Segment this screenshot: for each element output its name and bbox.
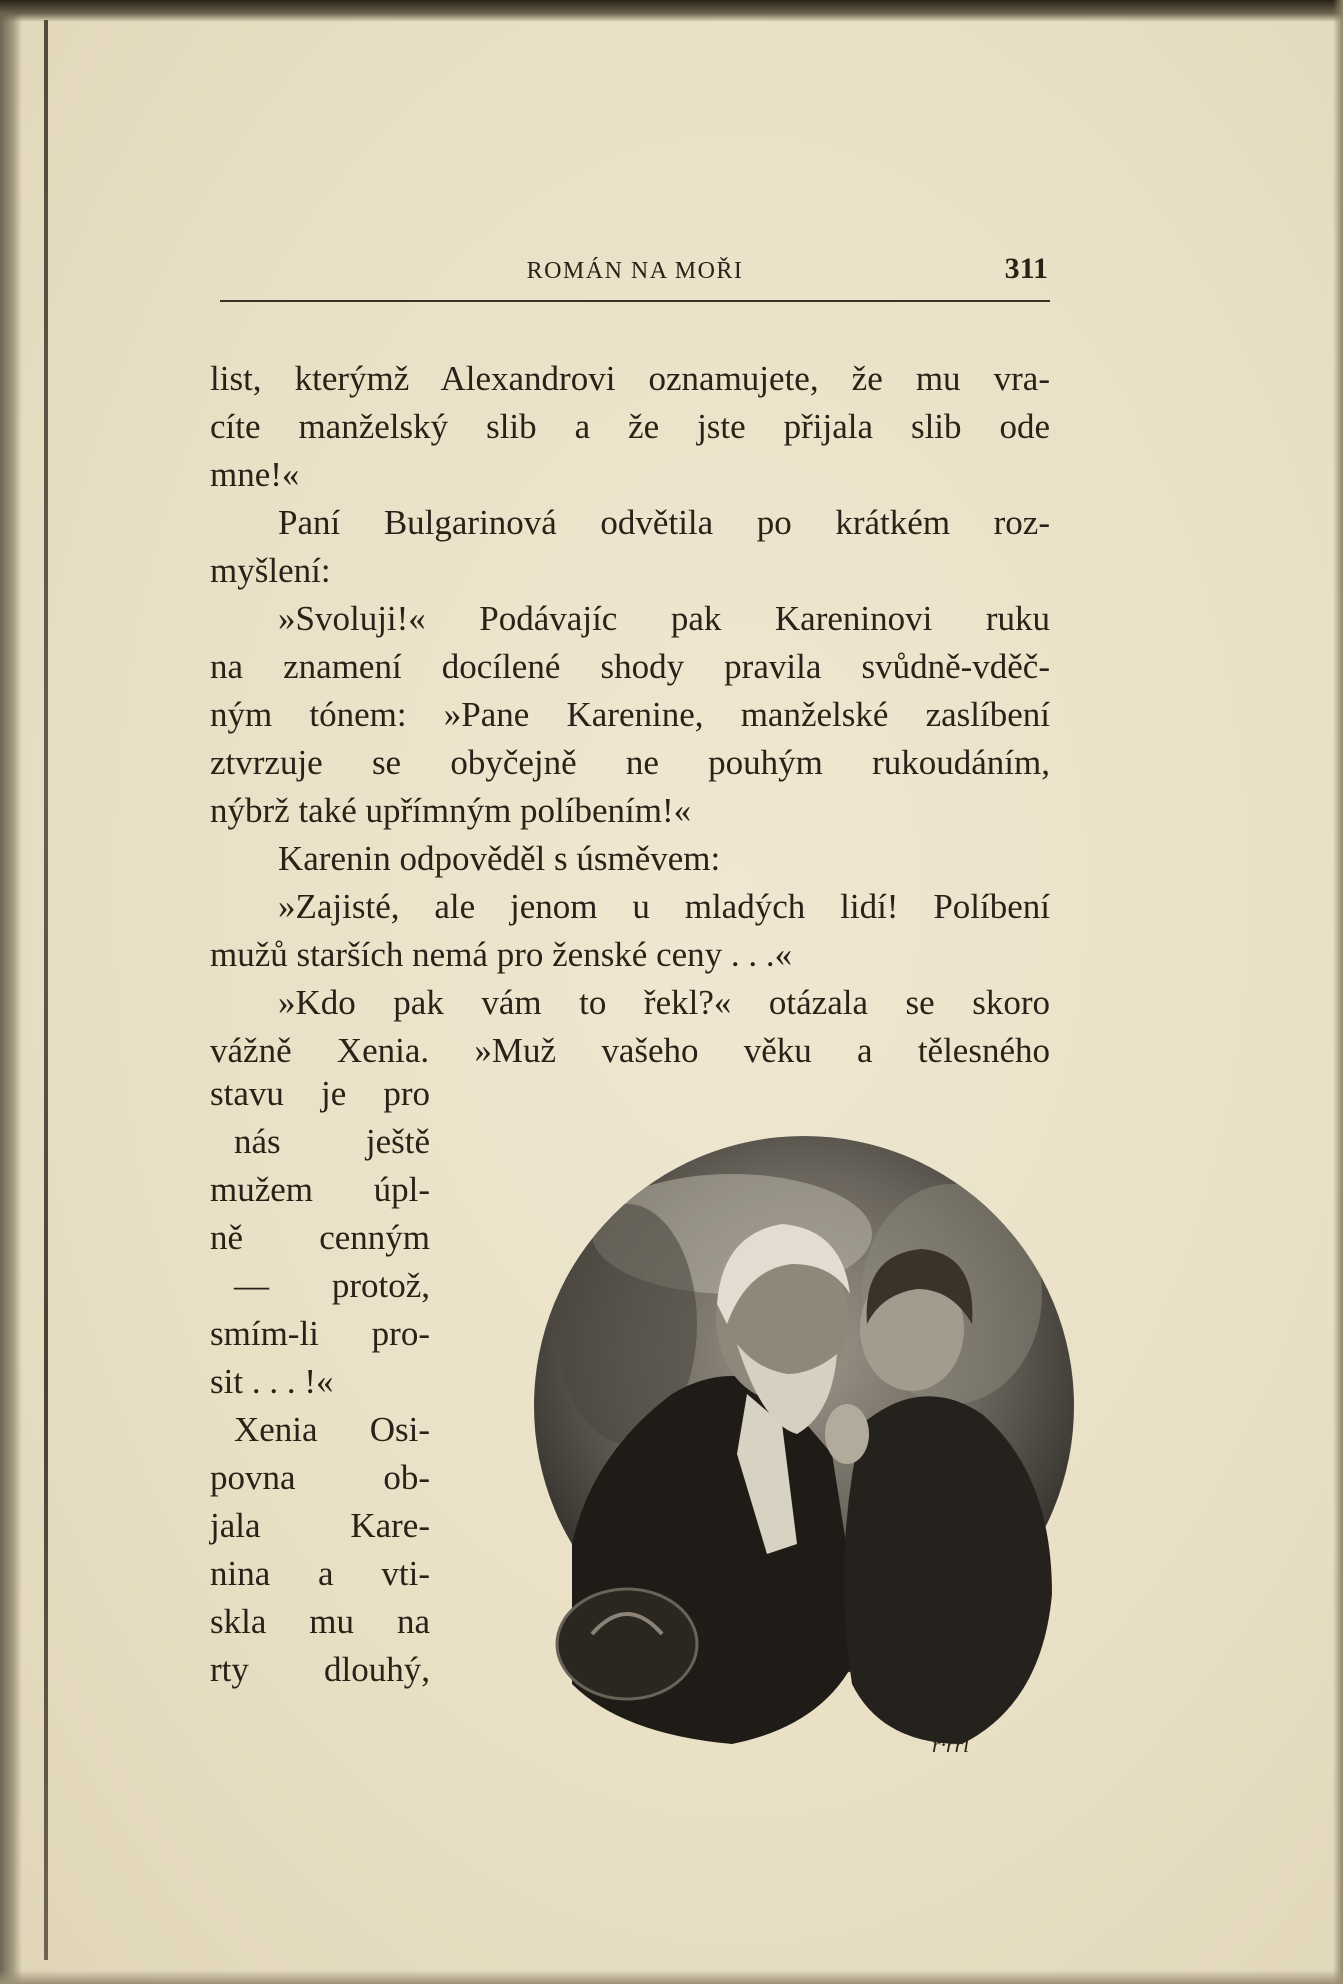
side-line: rty dlouhý, [210, 1650, 430, 1689]
side-line: jala Kare- [210, 1506, 430, 1545]
kiss-illustration [532, 1124, 1084, 1754]
running-head [220, 252, 1050, 300]
page-top-edge [0, 0, 1343, 22]
side-line: sit . . . !« [210, 1362, 334, 1401]
page-binding-edge [0, 0, 22, 1984]
side-line: — protož, [234, 1266, 430, 1305]
page-right-edge [1333, 0, 1343, 1984]
gutter-line [44, 20, 48, 1960]
text-line: vážně Xenia. »Muž vašeho věku a tělesného [210, 1031, 1050, 1070]
header-rule [220, 300, 1050, 302]
text-line: »Svoluji!« Podávajíc pak Kareninovi ruku [278, 599, 1050, 638]
page-number: 311 [1004, 252, 1048, 285]
side-line: stavu je pro [210, 1074, 430, 1113]
text-line: ztvrzuje se obyčejně ne pouhým rukoudáním, [210, 743, 1050, 782]
side-line: nás ještě [234, 1122, 430, 1161]
page-bottom-edge [0, 1970, 1343, 1984]
side-column-text [210, 1070, 430, 1694]
running-title: ROMÁN NA MOŘI [526, 258, 744, 284]
illustration-drawing [532, 1124, 1084, 1754]
text-line: mužů starších nemá pro ženské ceny . . .« [210, 935, 793, 974]
text-line: Paní Bulgarinová odvětila po krátkém roz- [278, 503, 1050, 542]
text-line: na znamení docílené shody pravila svůdně-vděč- [210, 647, 1050, 686]
text-line: mne!« [210, 455, 300, 494]
side-line: Xenia Osi- [234, 1410, 430, 1449]
text-line: Karenin odpověděl s úsměvem: [278, 839, 721, 878]
text-line: nýbrž také upřímným políbením!« [210, 791, 692, 830]
side-line: ně cenným [210, 1218, 430, 1257]
side-line: skla mu na [210, 1602, 430, 1641]
text-line: cíte manželský slib a že jste přijala slib ode [210, 407, 1050, 446]
text-line: list, kterýmž Alexandrovi oznamujete, že mu vra- [210, 359, 1050, 398]
artist-signature: r·rrl [932, 1732, 970, 1754]
hat-icon [557, 1589, 697, 1699]
text-line: »Kdo pak vám to řekl?« otázala se skoro [278, 983, 1050, 1022]
side-line: smím-li pro- [210, 1314, 430, 1353]
body-text [210, 355, 1050, 1075]
side-line: povna ob- [210, 1458, 430, 1497]
text-line: »Zajisté, ale jenom u mladých lidí! Políbení [278, 887, 1050, 926]
hands [825, 1404, 869, 1464]
side-line: nina a vti- [210, 1554, 430, 1593]
text-line: myšlení: [210, 551, 331, 590]
side-line: mužem úpl- [210, 1170, 430, 1209]
text-line: ným tónem: »Pane Karenine, manželské zaslíbení [210, 695, 1050, 734]
